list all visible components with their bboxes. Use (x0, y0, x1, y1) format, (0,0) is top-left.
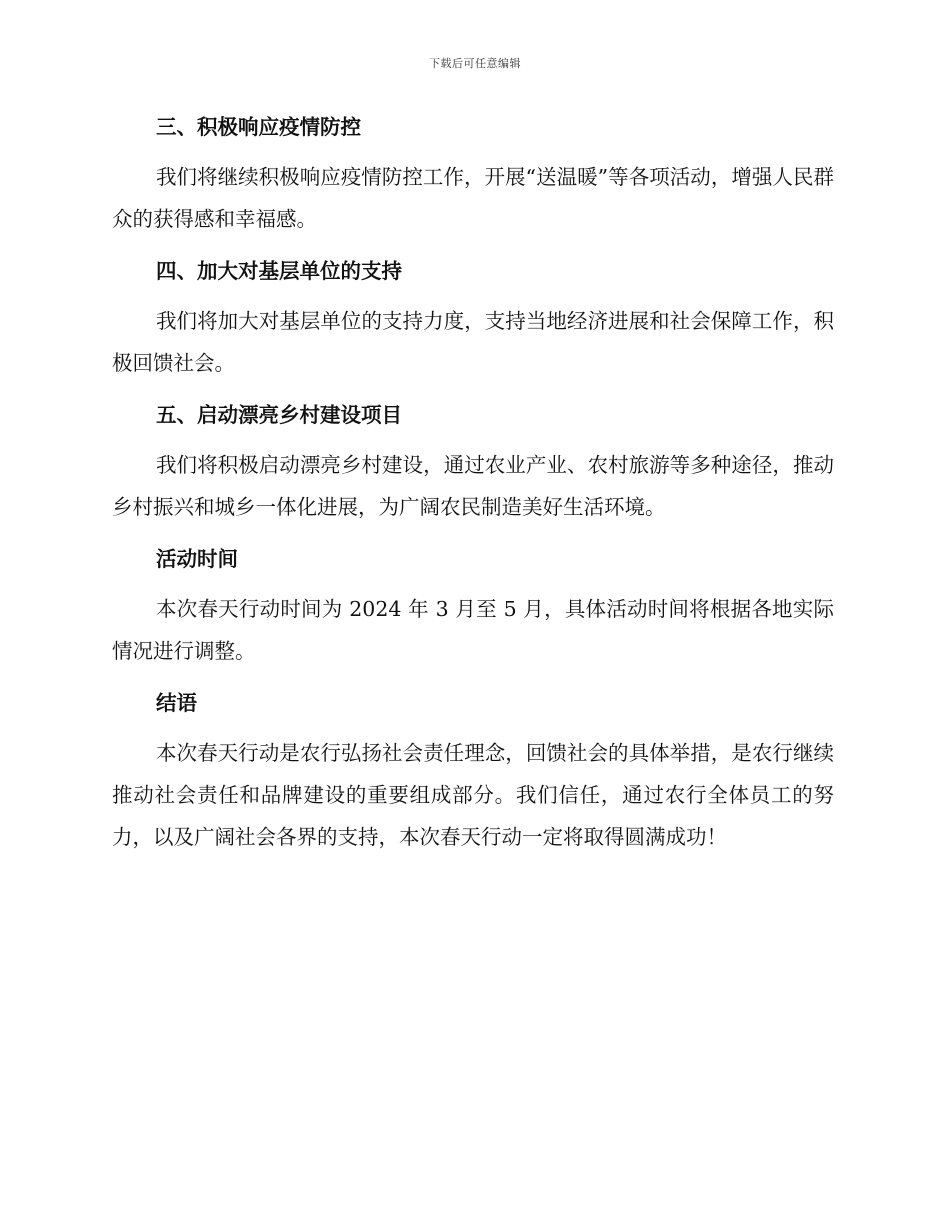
section-heading: 五、启动漂亮乡村建设项目 (156, 403, 402, 427)
section-epidemic-prevention (112, 108, 834, 252)
section-heading: 活动时间 (156, 547, 238, 571)
section-heading: 四、加大对基层单位的支持 (156, 259, 402, 283)
section-paragraph: 我们将积极启动漂亮乡村建设，通过农业产业、农村旅游等多种途径，推动乡村振兴和城乡一体化进展，为广阔农民制造美好生活环境。 (112, 453, 834, 519)
document-body (112, 108, 834, 858)
section-paragraph: 本次春天行动时间为 2024 年 3 月至 5 月，具体活动时间将根据各地实际情况进行调整。 (112, 597, 834, 663)
section-grassroots-support (112, 252, 834, 396)
section-rural-construction (112, 396, 834, 540)
section-activity-time (112, 540, 834, 684)
header-note: 下载后可任意编辑 (429, 57, 521, 70)
section-paragraph: 本次春天行动是农行弘扬社会责任理念，回馈社会的具体举措，是农行继续推动社会责任和品牌建设的重要组成部分。我们信任，通过农行全体员工的努力，以及广阔社会各界的支持，本次春天行动一定将取得圆满成功！ (112, 741, 834, 849)
section-conclusion (112, 684, 834, 858)
section-heading: 结语 (156, 691, 197, 715)
section-paragraph: 我们将继续积极响应疫情防控工作，开展“送温暖”等各项活动，增强人民群众的获得感和幸福感。 (112, 165, 834, 231)
section-heading: 三、积极响应疫情防控 (156, 115, 361, 139)
section-paragraph: 我们将加大对基层单位的支持力度，支持当地经济进展和社会保障工作，积极回馈社会。 (112, 309, 834, 375)
